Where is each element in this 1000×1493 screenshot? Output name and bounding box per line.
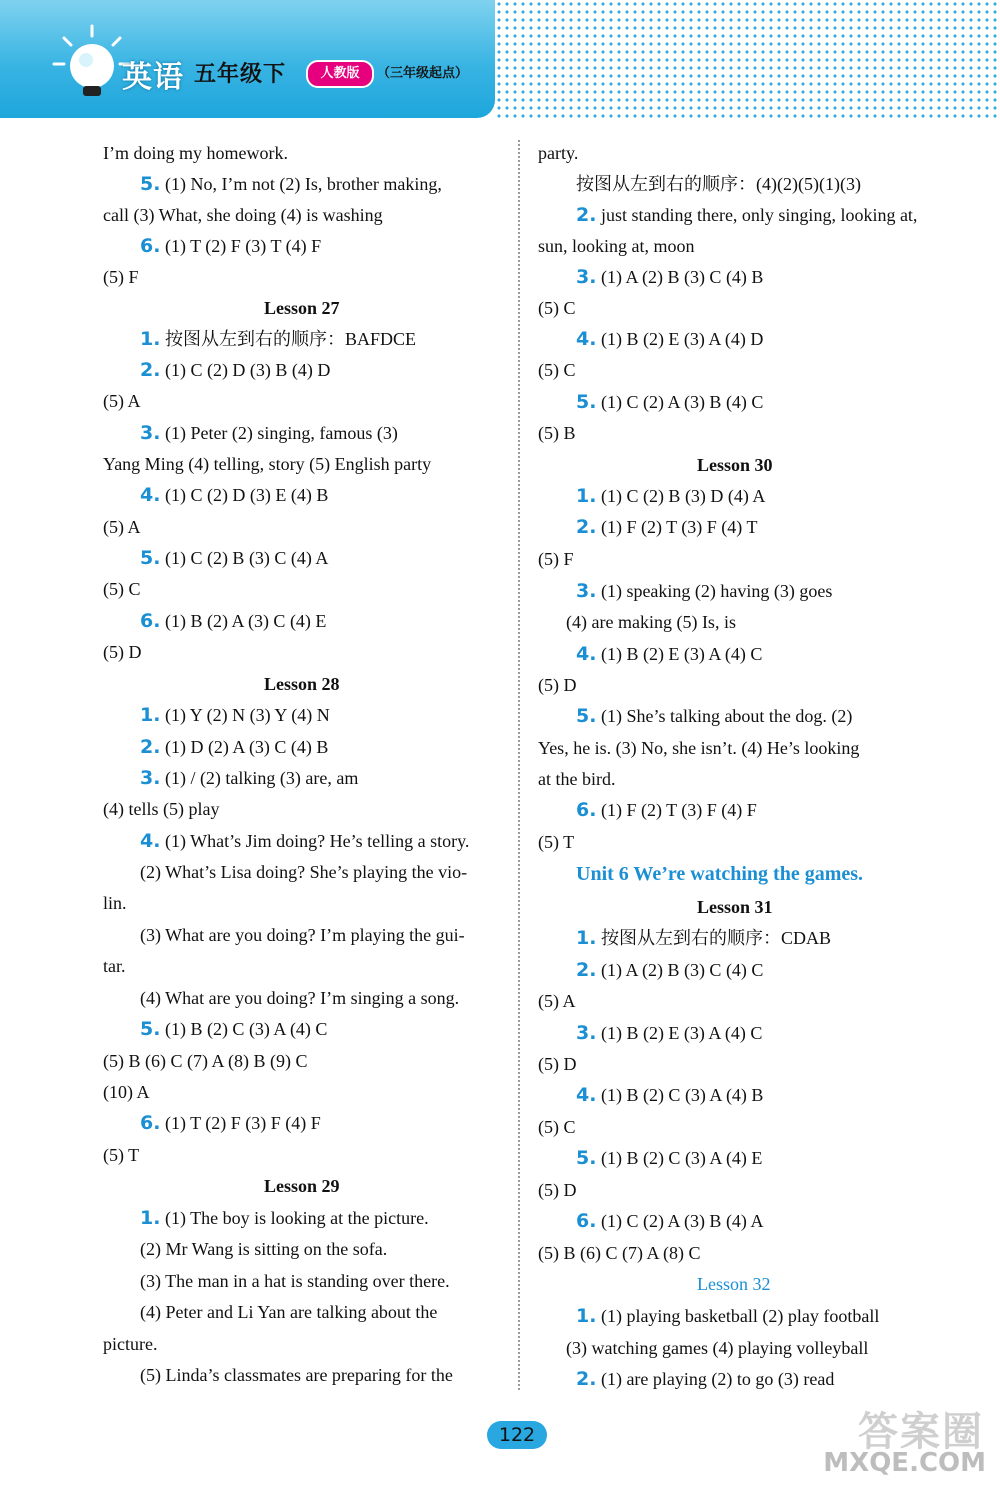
answer-line: (10) A bbox=[103, 1082, 150, 1102]
answer-line: sun, looking at, moon bbox=[538, 236, 695, 256]
answer-line: Yang Ming (4) telling, story (5) English party bbox=[103, 454, 432, 474]
answer-line: 4. (1) B (2) C (3) A (4) B bbox=[576, 1084, 764, 1106]
lesson-heading: Lesson 32 bbox=[697, 1274, 771, 1294]
answer-line: 5. (1) No, I’m not (2) Is, brother making, bbox=[140, 173, 442, 195]
answer-line: (5) C bbox=[538, 298, 576, 318]
answer-line: (5) A bbox=[538, 991, 576, 1011]
answer-line: 3. (1) A (2) B (3) C (4) B bbox=[576, 266, 764, 288]
lesson-heading: Lesson 31 bbox=[697, 897, 773, 917]
lesson-heading: Lesson 30 bbox=[697, 455, 773, 475]
answer-line: (4) Peter and Li Yan are talking about the bbox=[140, 1302, 438, 1322]
watermark bbox=[820, 1400, 990, 1480]
grade-title: 五年级下 bbox=[194, 62, 287, 87]
answer-line: 2. just standing there, only singing, looking at, bbox=[576, 204, 918, 226]
answer-line: I’m doing my homework. bbox=[103, 143, 288, 163]
answer-line: (5) D bbox=[103, 642, 142, 662]
answer-line: (5) A bbox=[103, 517, 141, 537]
subject-title: 英语 bbox=[122, 60, 184, 95]
answer-line: (3) watching games (4) playing volleyball bbox=[566, 1338, 869, 1358]
answer-line: 3. (1) Peter (2) singing, famous (3) bbox=[140, 422, 398, 444]
lightbulb-icon bbox=[52, 24, 132, 104]
publisher-badge: 人教版 bbox=[306, 60, 374, 88]
answer-line: 4. (1) B (2) E (3) A (4) C bbox=[576, 643, 763, 665]
answer-line: 6. (1) T (2) F (3) T (4) F bbox=[140, 235, 322, 257]
lesson-heading: Lesson 28 bbox=[264, 674, 340, 694]
answer-line: 2. (1) F (2) T (3) F (4) T bbox=[576, 516, 758, 538]
answer-line: 1. (1) C (2) B (3) D (4) A bbox=[576, 485, 766, 507]
answer-line: 1. (1) playing basketball (2) play football bbox=[576, 1305, 880, 1327]
header-dot-pattern bbox=[495, 0, 1000, 118]
edition-label: （三年级起点） bbox=[377, 66, 469, 81]
answer-line: 1. (1) The boy is looking at the picture. bbox=[140, 1207, 429, 1229]
answer-line: 5. (1) C (2) B (3) C (4) A bbox=[140, 547, 329, 569]
answer-line: (5) T bbox=[103, 1145, 140, 1165]
answer-line: 4. (1) C (2) D (3) E (4) B bbox=[140, 484, 329, 506]
answer-line: tar. bbox=[103, 956, 126, 976]
answer-line: 2. (1) A (2) B (3) C (4) C bbox=[576, 959, 764, 981]
answer-line: (5) D bbox=[538, 1180, 577, 1200]
lesson-heading: Lesson 27 bbox=[264, 298, 340, 318]
answer-line: (2) What’s Lisa doing? She’s playing the vio- bbox=[140, 862, 468, 882]
answer-line: (5) C bbox=[103, 579, 141, 599]
answer-line: call (3) What, she doing (4) is washing bbox=[103, 205, 383, 225]
answer-line: 4. (1) B (2) E (3) A (4) D bbox=[576, 328, 764, 350]
answer-line: (4) What are you doing? I’m singing a song. bbox=[140, 988, 460, 1008]
answer-line: 5. (1) B (2) C (3) A (4) C bbox=[140, 1018, 328, 1040]
answer-line: 按图从左到右的顺序：(4)(2)(5)(1)(3) bbox=[576, 174, 861, 194]
answer-line: Yes, he is. (3) No, she isn’t. (4) He’s looking bbox=[538, 738, 860, 758]
answer-line: (5) B bbox=[538, 423, 576, 443]
answer-line: (5) D bbox=[538, 1054, 577, 1074]
column-divider bbox=[518, 140, 520, 1390]
answer-line: 1. (1) Y (2) N (3) Y (4) N bbox=[140, 704, 330, 726]
lesson-heading: Lesson 29 bbox=[264, 1176, 340, 1196]
answer-line: (5) F bbox=[103, 267, 139, 287]
answer-line: (3) What are you doing? I’m playing the gui- bbox=[140, 925, 465, 945]
answer-line: 3. (1) / (2) talking (3) are, am bbox=[140, 767, 359, 789]
answer-line: lin. bbox=[103, 893, 127, 913]
answer-line: 2. (1) C (2) D (3) B (4) D bbox=[140, 359, 331, 381]
answer-line: 5. (1) C (2) A (3) B (4) C bbox=[576, 391, 764, 413]
answer-line: party. bbox=[538, 143, 579, 163]
watermark-text-bottom: MXQE.COM bbox=[823, 1448, 986, 1478]
answer-line: (5) A bbox=[103, 391, 141, 411]
watermark-text-top: 答案圈 bbox=[858, 1409, 984, 1455]
answer-line: (4) tells (5) play bbox=[103, 799, 220, 819]
answer-line: 6. (1) C (2) A (3) B (4) A bbox=[576, 1210, 764, 1232]
answer-line: 1. 按图从左到右的顺序：BAFDCE bbox=[140, 328, 416, 350]
answer-line: (5) C bbox=[538, 360, 576, 380]
answer-line: (5) T bbox=[538, 832, 575, 852]
answer-line: (5) C bbox=[538, 1117, 576, 1137]
answer-line: 5. (1) B (2) C (3) A (4) E bbox=[576, 1147, 763, 1169]
answer-line: 3. (1) speaking (2) having (3) goes bbox=[576, 580, 833, 602]
answer-line: 4. (1) What’s Jim doing? He’s telling a story. bbox=[140, 830, 470, 852]
answer-line: 6. (1) F (2) T (3) F (4) F bbox=[576, 799, 757, 821]
answer-line: 2. (1) D (2) A (3) C (4) B bbox=[140, 736, 329, 758]
answer-line: picture. bbox=[103, 1334, 158, 1354]
answer-line: 2. (1) are playing (2) to go (3) read bbox=[576, 1368, 835, 1390]
answer-line: (5) F bbox=[538, 549, 574, 569]
answer-line: (5) D bbox=[538, 675, 577, 695]
page-number: 122 bbox=[487, 1421, 547, 1449]
answer-line: 3. (1) B (2) E (3) A (4) C bbox=[576, 1022, 763, 1044]
answer-line: 6. (1) T (2) F (3) F (4) F bbox=[140, 1112, 321, 1134]
answer-line: 1. 按图从左到右的顺序：CDAB bbox=[576, 927, 831, 949]
answer-line: (5) B (6) C (7) A (8) B (9) C bbox=[103, 1051, 308, 1071]
unit-heading: Unit 6 We’re watching the games. bbox=[576, 863, 864, 885]
answer-line: (2) Mr Wang is sitting on the sofa. bbox=[140, 1239, 388, 1259]
answer-line: (3) The man in a hat is standing over there. bbox=[140, 1271, 450, 1291]
answer-line: (5) B (6) C (7) A (8) C bbox=[538, 1243, 701, 1263]
page-header bbox=[0, 0, 1000, 118]
answer-line: at the bird. bbox=[538, 769, 616, 789]
answer-line: 6. (1) B (2) A (3) C (4) E bbox=[140, 610, 327, 632]
answer-line: (5) Linda’s classmates are preparing for the bbox=[140, 1365, 453, 1385]
answer-line: 5. (1) She’s talking about the dog. (2) bbox=[576, 705, 853, 727]
answer-line: (4) are making (5) Is, is bbox=[566, 612, 736, 632]
